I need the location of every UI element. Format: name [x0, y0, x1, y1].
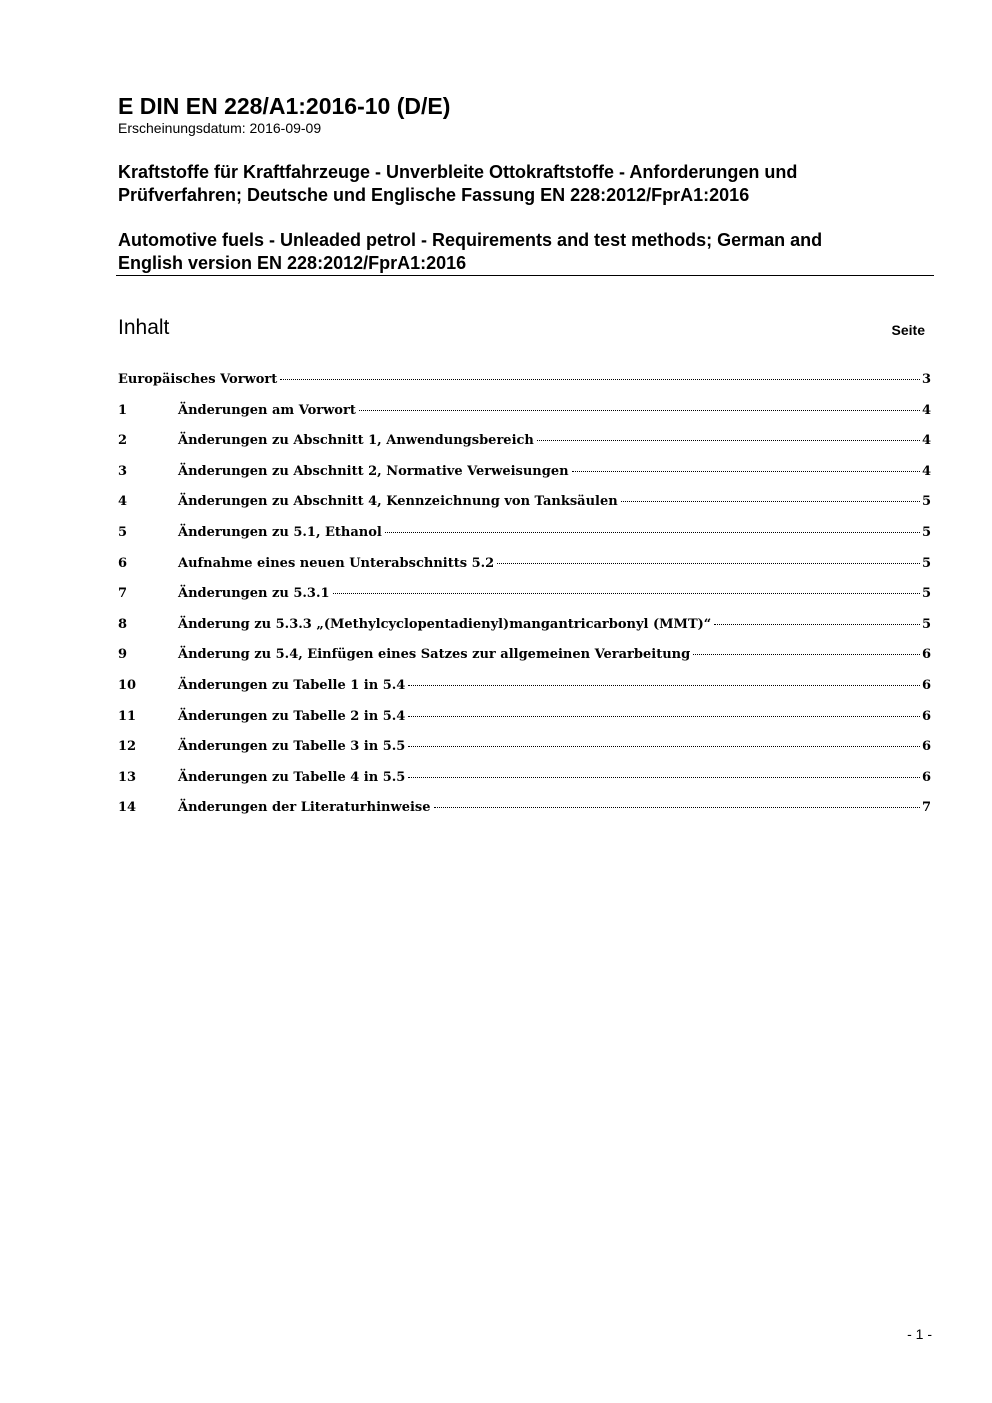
toc-leader-dots — [693, 654, 920, 655]
toc-entry-number: 13 — [118, 769, 137, 785]
toc-entry-number: 7 — [118, 586, 128, 602]
toc-entry[interactable] — [118, 523, 931, 554]
toc-entry[interactable] — [118, 798, 931, 829]
toc-leader-dots — [714, 624, 920, 625]
title-german-line-2: Prüfverfahren; Deutsche und Englische Fassung EN 228:2012/FprA1:2016 — [118, 185, 750, 205]
toc-entry-title: Änderungen zu 5.1, Ethanol — [178, 524, 382, 540]
toc-entry-number: 12 — [118, 739, 137, 755]
toc-entry-title: Änderungen zu Tabelle 2 in 5.4 — [178, 708, 406, 724]
toc-entry-page: 6 — [921, 769, 931, 785]
page-number: - 1 - — [907, 1326, 932, 1342]
toc-entry[interactable] — [118, 431, 931, 462]
toc-entry-title: Änderungen zu 5.3.1 — [178, 586, 330, 602]
toc-entry-number: 10 — [118, 677, 137, 693]
toc-entry-page: 6 — [921, 647, 931, 663]
toc-entry-title: Änderung zu 5.3.3 „(Methylcyclopentadienyl)mangantricarbonyl (MMT)“ — [178, 616, 712, 632]
toc-entry-title: Änderungen zu Abschnitt 2, Normative Verweisungen — [178, 463, 569, 479]
toc-entry-number: 6 — [118, 555, 128, 571]
toc-entry[interactable] — [118, 554, 931, 585]
toc-entry[interactable] — [118, 401, 931, 432]
toc-leader-dots — [537, 440, 920, 441]
toc-entry-number: 11 — [118, 708, 137, 724]
toc-entry-title: Aufnahme eines neuen Unterabschnitts 5.2 — [178, 555, 495, 571]
toc-leader-dots — [280, 379, 920, 380]
toc-entry[interactable] — [118, 737, 931, 768]
toc-entry-title: Änderung zu 5.4, Einfügen eines Satzes zur allgemeinen Verarbeitung — [178, 647, 691, 663]
toc-entry-title: Änderungen zu Tabelle 4 in 5.5 — [178, 769, 406, 785]
toc-leader-dots — [408, 716, 920, 717]
toc-entry[interactable] — [118, 462, 931, 493]
toc-entry-page: 7 — [921, 800, 931, 816]
toc-entry-number: 5 — [118, 524, 128, 540]
toc-entry-page: 5 — [921, 524, 931, 540]
toc-entry[interactable] — [118, 615, 931, 646]
toc-entry-page: 5 — [921, 586, 931, 602]
toc-entry-number: 9 — [118, 647, 128, 663]
toc-entry-number: 8 — [118, 616, 128, 632]
toc-entry-number: 2 — [118, 433, 128, 449]
toc-entry[interactable] — [118, 768, 931, 799]
title-english — [118, 229, 933, 275]
toc-heading: Inhalt — [118, 316, 170, 339]
toc-entry-title: Änderungen zu Tabelle 3 in 5.5 — [178, 739, 406, 755]
toc-entry-title: Änderungen der Literaturhinweise — [178, 800, 431, 816]
toc-entry[interactable] — [118, 370, 931, 401]
toc-entry-title: Europäisches Vorwort — [118, 372, 278, 387]
toc-leader-dots — [408, 685, 920, 686]
toc-leader-dots — [333, 593, 920, 594]
toc-leader-dots — [408, 777, 920, 778]
toc-leader-dots — [408, 746, 920, 747]
toc-entry[interactable] — [118, 707, 931, 738]
toc-entry[interactable] — [118, 492, 931, 523]
toc-leader-dots — [359, 410, 920, 411]
toc-entry-number: 3 — [118, 463, 128, 479]
title-german — [118, 161, 933, 207]
toc-leader-dots — [572, 471, 920, 472]
toc-entry[interactable] — [118, 645, 931, 676]
document-header — [118, 92, 933, 275]
toc-entry-page: 4 — [921, 402, 931, 418]
title-english-line-1: Automotive fuels - Unleaded petrol - Requirements and test methods; German and — [118, 230, 823, 250]
title-english-line-2: English version EN 228:2012/FprA1:2016 — [118, 253, 467, 273]
toc-entry-page: 6 — [921, 739, 931, 755]
toc-entry[interactable] — [118, 676, 931, 707]
toc-entry-page: 6 — [921, 708, 931, 724]
toc-entry-page: 5 — [921, 555, 931, 571]
header-divider — [116, 275, 934, 276]
toc-entry-title: Änderungen zu Abschnitt 1, Anwendungsbereich — [178, 433, 534, 449]
toc-entry-title: Änderungen zu Abschnitt 4, Kennzeichnung von Tanksäulen — [178, 494, 618, 510]
title-german-line-1: Kraftstoffe für Kraftfahrzeuge - Unverbleite Ottokraftstoffe - Anforderungen und — [118, 162, 798, 182]
document-id: E DIN EN 228/A1:2016-10 (D/E) — [118, 93, 451, 119]
toc-entry-page: 5 — [921, 616, 931, 632]
toc-page-column-label: Seite — [891, 322, 925, 338]
toc-entry-title: Änderungen zu Tabelle 1 in 5.4 — [178, 677, 406, 693]
toc-entry-page: 4 — [921, 463, 931, 479]
toc-entry-title: Änderungen am Vorwort — [178, 402, 356, 418]
toc-entry-page: 4 — [921, 433, 931, 449]
table-of-contents — [118, 370, 931, 829]
toc-entry-page: 5 — [921, 494, 931, 510]
toc-entry[interactable] — [118, 584, 931, 615]
toc-entry-number: 4 — [118, 494, 128, 510]
toc-leader-dots — [497, 563, 920, 564]
toc-leader-dots — [385, 532, 920, 533]
toc-entry-number: 14 — [118, 800, 137, 816]
toc-entry-number: 1 — [118, 402, 128, 418]
toc-leader-dots — [621, 501, 920, 502]
publication-date: Erscheinungsdatum: 2016-09-09 — [118, 120, 322, 136]
toc-leader-dots — [434, 807, 920, 808]
toc-entry-page: 6 — [921, 677, 931, 693]
toc-entry-page: 3 — [921, 372, 931, 387]
